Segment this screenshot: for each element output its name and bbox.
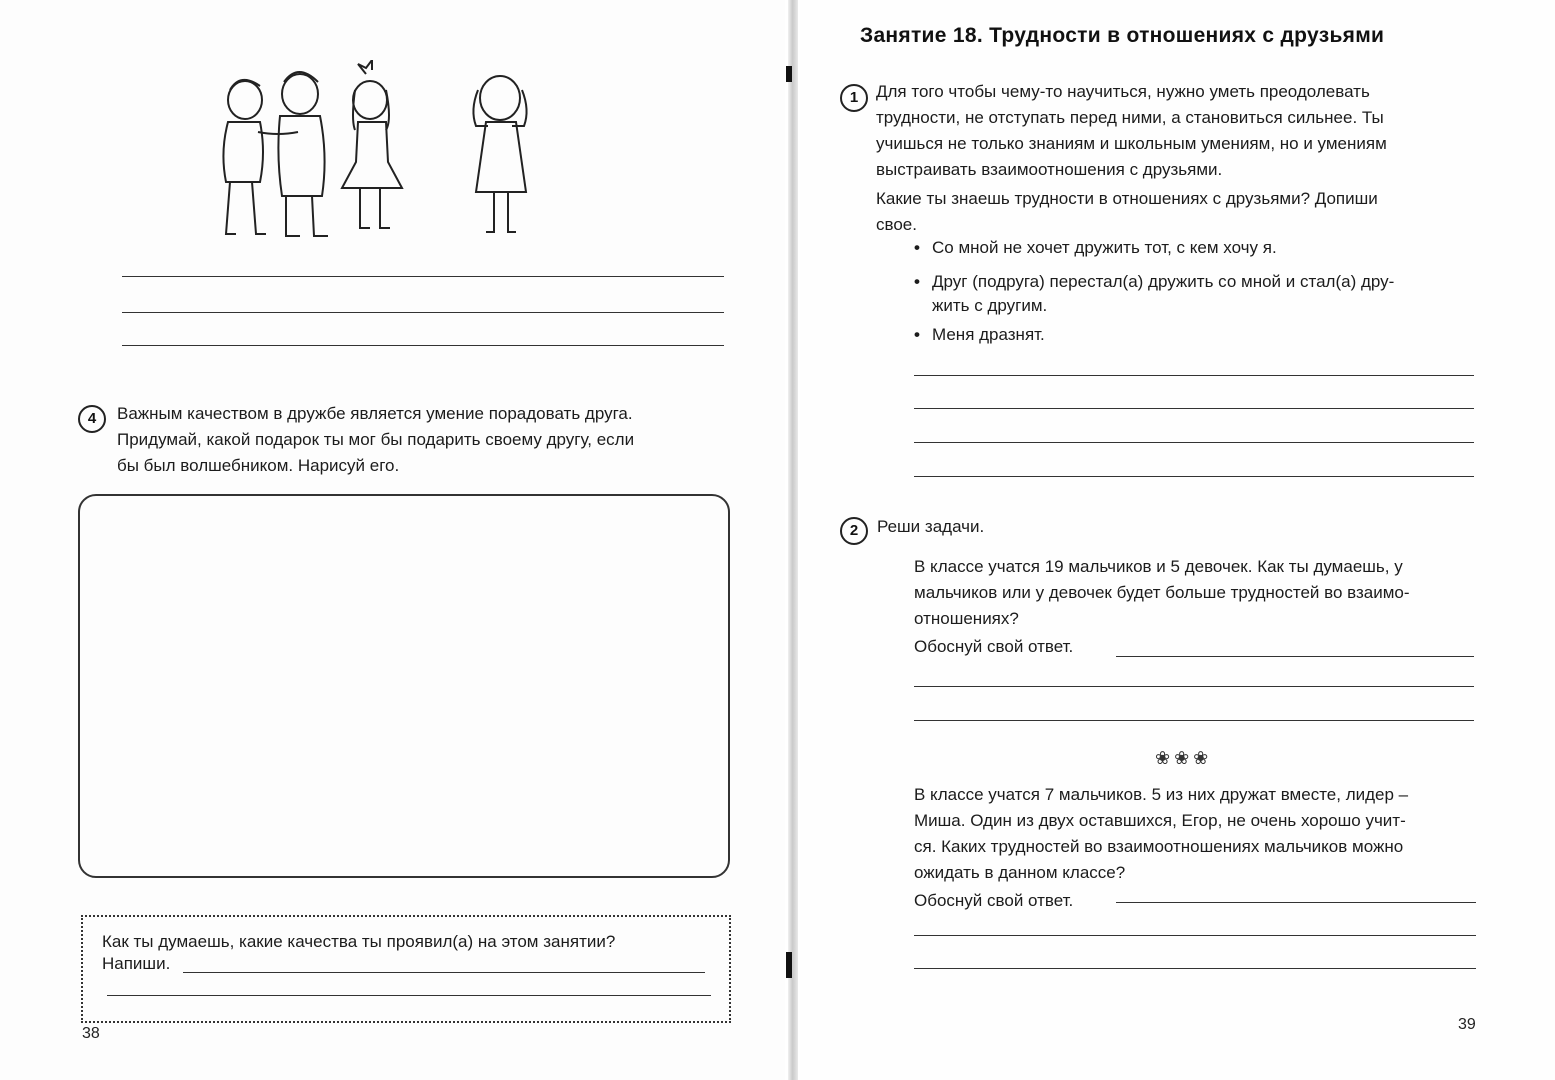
bullet-text: Друг (подруга) перестал(а) дружить со мной и стал(а) дру- <box>932 272 1395 291</box>
problem-1-line: мальчиков или у девочек будет больше трудностей во взаимо- <box>914 583 1410 602</box>
bullet-text: Со мной не хочет дружить тот, с кем хочу я. <box>932 238 1277 257</box>
lesson-title: Занятие 18. Трудности в отношениях с друзьями <box>860 24 1385 47</box>
task-4-line: Важным качеством в дружбе является умение порадовать друга. <box>117 404 633 423</box>
task-1-line: Для того чтобы чему-то научиться, нужно уметь преодолевать <box>876 82 1370 101</box>
task-1-line: учишься не только знаниям и школьным умениям, но и умениям <box>876 134 1387 153</box>
answer-line[interactable] <box>914 968 1476 969</box>
task-1-line: выстраивать взаимоотношения с друзьями. <box>876 160 1223 179</box>
right-page <box>800 0 1555 1080</box>
girl-2-figure <box>473 76 526 232</box>
answer-line[interactable] <box>914 375 1474 376</box>
task-1-question-line: свое. <box>876 215 917 234</box>
task-1-question-line: Какие ты знаешь трудности в отношениях с друзьями? Допиши <box>876 189 1378 208</box>
answer-line[interactable] <box>1116 656 1474 657</box>
answer-line[interactable] <box>122 345 724 346</box>
problem-2-line: Миша. Один из двух оставшихся, Егор, не очень хорошо учит- <box>914 811 1406 830</box>
reflection-answer-line[interactable] <box>183 972 705 973</box>
justify-prompt-1: Обоснуй свой ответ. <box>914 637 1074 656</box>
answer-line[interactable] <box>914 686 1474 687</box>
task-1-question <box>876 186 1546 238</box>
task-number-2: 2 <box>840 517 868 545</box>
task-4-line: Придумай, какой подарок ты мог бы подарить своему другу, если <box>117 430 635 449</box>
page-number-left: 38 <box>82 1025 100 1042</box>
bullet-text-continued: жить с другим. <box>932 296 1048 315</box>
difficulty-bullet: • Друг (подруга) перестал(а) дружить со мной и стал(а) дру- жить с другим. <box>914 270 1554 318</box>
problem-2-line: ожидать в данном классе? <box>914 863 1126 882</box>
answer-line[interactable] <box>914 442 1474 443</box>
page-number-right: 39 <box>1458 1016 1476 1033</box>
task-4-text <box>117 401 737 479</box>
answer-line[interactable] <box>122 312 724 313</box>
section-divider-ornament: ❀❀❀ <box>1155 748 1213 768</box>
answer-line[interactable] <box>914 476 1474 477</box>
children-illustration <box>200 60 560 250</box>
book-spine <box>788 0 798 1080</box>
problem-1-line: отношениях? <box>914 609 1019 628</box>
spine-mark <box>786 952 792 978</box>
reflection-box <box>81 915 731 1023</box>
task-4-line: бы был волшебником. Нарисуй его. <box>117 456 400 475</box>
task-number-4: 4 <box>78 405 106 433</box>
girl-1-figure <box>342 60 402 228</box>
answer-line[interactable] <box>914 408 1474 409</box>
answer-line[interactable] <box>914 935 1476 936</box>
answer-line[interactable] <box>122 276 724 277</box>
answer-line[interactable] <box>914 720 1474 721</box>
problem-2-line: ся. Каких трудностей во взаимоотношениях мальчиков можно <box>914 837 1404 856</box>
reflection-question: Как ты думаешь, какие качества ты проявил(а) на этом занятии? <box>102 932 616 951</box>
reflection-prompt: Напиши. <box>102 954 171 973</box>
justify-prompt-2: Обоснуй свой ответ. <box>914 891 1074 910</box>
problem-1-text <box>914 554 1554 632</box>
difficulty-bullet: • Со мной не хочет дружить тот, с кем хочу я. <box>914 238 1277 257</box>
problem-2-text <box>914 782 1554 886</box>
task-1-line: трудности, не отступать перед ними, а становиться сильнее. Ты <box>876 108 1384 127</box>
problem-2-line: В классе учатся 7 мальчиков. 5 из них дружат вместе, лидер – <box>914 785 1409 804</box>
reflection-answer-line[interactable] <box>107 995 711 996</box>
problem-1-line: В классе учатся 19 мальчиков и 5 девочек. Как ты думаешь, у <box>914 557 1403 576</box>
task-1-intro <box>876 79 1546 183</box>
boy-2-figure <box>278 72 328 236</box>
bullet-text: Меня дразнят. <box>932 325 1045 344</box>
answer-line[interactable] <box>1116 902 1476 903</box>
drawing-area[interactable] <box>78 494 730 878</box>
spine-mark <box>786 66 792 82</box>
difficulty-bullet: • Меня дразнят. <box>914 325 1045 344</box>
task-2-heading: Реши задачи. <box>877 517 985 536</box>
task-number-1: 1 <box>840 84 868 112</box>
